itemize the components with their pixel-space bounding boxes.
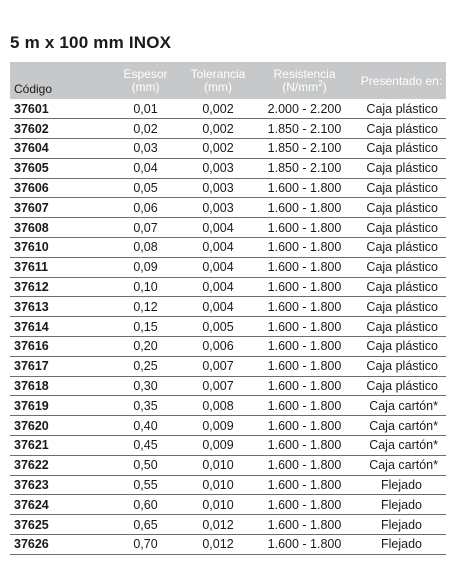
cell-presentado: Flejado [357, 475, 446, 495]
cell-presentado: Caja plástico [357, 317, 446, 337]
header-codigo [10, 62, 107, 99]
header-espesor [107, 62, 184, 99]
cell-codigo: 37622 [10, 455, 107, 475]
spec-table [10, 62, 446, 555]
cell-espesor: 0,10 [107, 277, 184, 297]
table-row [10, 535, 446, 555]
cell-codigo: 37604 [10, 139, 107, 159]
cell-codigo: 37611 [10, 257, 107, 277]
cell-codigo: 37614 [10, 317, 107, 337]
cell-tolerancia: 0,003 [184, 198, 252, 218]
cell-espesor: 0,08 [107, 238, 184, 258]
cell-resistencia: 1.600 - 1.800 [252, 495, 357, 515]
table-header [10, 62, 446, 99]
cell-presentado: Caja plástico [357, 356, 446, 376]
cell-espesor: 0,15 [107, 317, 184, 337]
header-espesor-label: Espesor [123, 67, 168, 81]
table-row [10, 238, 446, 258]
cell-tolerancia: 0,002 [184, 119, 252, 139]
cell-tolerancia: 0,010 [184, 475, 252, 495]
cell-codigo: 37612 [10, 277, 107, 297]
cell-espesor: 0,25 [107, 356, 184, 376]
cell-presentado: Caja plástico [357, 376, 446, 396]
table-row [10, 475, 446, 495]
cell-presentado: Caja plástico [357, 297, 446, 317]
table-row [10, 416, 446, 436]
cell-codigo: 37610 [10, 238, 107, 258]
cell-espesor: 0,35 [107, 396, 184, 416]
cell-tolerancia: 0,004 [184, 277, 252, 297]
cell-espesor: 0,07 [107, 218, 184, 238]
cell-presentado: Caja plástico [357, 257, 446, 277]
cell-codigo: 37602 [10, 119, 107, 139]
cell-espesor: 0,12 [107, 297, 184, 317]
cell-tolerancia: 0,003 [184, 178, 252, 198]
cell-espesor: 0,01 [107, 99, 184, 119]
cell-espesor: 0,60 [107, 495, 184, 515]
cell-tolerancia: 0,009 [184, 416, 252, 436]
table-row [10, 218, 446, 238]
table-row [10, 337, 446, 357]
cell-codigo: 37617 [10, 356, 107, 376]
cell-resistencia: 1.600 - 1.800 [252, 455, 357, 475]
header-presentado-label: Presentado en: [360, 73, 443, 88]
cell-presentado: Flejado [357, 515, 446, 535]
cell-resistencia: 1.600 - 1.800 [252, 198, 357, 218]
table-row [10, 376, 446, 396]
table-row [10, 455, 446, 475]
cell-presentado: Flejado [357, 495, 446, 515]
header-resistencia-label: Resistencia [273, 67, 336, 81]
cell-resistencia: 1.600 - 1.800 [252, 297, 357, 317]
table-row [10, 139, 446, 159]
cell-tolerancia: 0,006 [184, 337, 252, 357]
table-row [10, 356, 446, 376]
cell-codigo: 37618 [10, 376, 107, 396]
cell-presentado: Caja cartón* [357, 396, 446, 416]
cell-espesor: 0,40 [107, 416, 184, 436]
cell-codigo: 37624 [10, 495, 107, 515]
cell-presentado: Caja cartón* [357, 455, 446, 475]
cell-resistencia: 1.600 - 1.800 [252, 178, 357, 198]
cell-presentado: Caja plástico [357, 139, 446, 159]
cell-presentado: Caja plástico [357, 337, 446, 357]
cell-tolerancia: 0,005 [184, 317, 252, 337]
cell-tolerancia: 0,010 [184, 495, 252, 515]
cell-tolerancia: 0,004 [184, 218, 252, 238]
cell-presentado: Caja plástico [357, 238, 446, 258]
table-row [10, 178, 446, 198]
cell-resistencia: 1.600 - 1.800 [252, 356, 357, 376]
cell-presentado: Caja cartón* [357, 436, 446, 456]
cell-presentado: Caja plástico [357, 218, 446, 238]
cell-tolerancia: 0,002 [184, 99, 252, 119]
cell-resistencia: 2.000 - 2.200 [252, 99, 357, 119]
cell-presentado: Caja plástico [357, 198, 446, 218]
cell-espesor: 0,02 [107, 119, 184, 139]
cell-presentado: Caja plástico [357, 119, 446, 139]
cell-tolerancia: 0,007 [184, 376, 252, 396]
cell-codigo: 37626 [10, 535, 107, 555]
cell-codigo: 37606 [10, 178, 107, 198]
cell-espesor: 0,05 [107, 178, 184, 198]
cell-tolerancia: 0,012 [184, 535, 252, 555]
header-resistencia [252, 62, 357, 99]
page-title: 5 m x 100 mm INOX [10, 33, 172, 52]
cell-codigo: 37621 [10, 436, 107, 456]
cell-codigo: 37605 [10, 158, 107, 178]
header-espesor-unit: (mm) [131, 80, 160, 94]
cell-presentado: Flejado [357, 535, 446, 555]
table-row [10, 317, 446, 337]
table-row [10, 158, 446, 178]
cell-resistencia: 1.600 - 1.800 [252, 317, 357, 337]
cell-resistencia: 1.600 - 1.800 [252, 475, 357, 495]
cell-resistencia: 1.600 - 1.800 [252, 257, 357, 277]
header-codigo-label: Código [14, 82, 53, 96]
cell-resistencia: 1.600 - 1.800 [252, 535, 357, 555]
cell-tolerancia: 0,004 [184, 297, 252, 317]
cell-espesor: 0,65 [107, 515, 184, 535]
cell-espesor: 0,09 [107, 257, 184, 277]
cell-espesor: 0,55 [107, 475, 184, 495]
cell-resistencia: 1.600 - 1.800 [252, 337, 357, 357]
table-row [10, 198, 446, 218]
cell-resistencia: 1.600 - 1.800 [252, 396, 357, 416]
header-resistencia-unit-base: (N/mm [282, 80, 319, 94]
header-resistencia-unit-sup: 2 [318, 79, 323, 88]
table-row [10, 119, 446, 139]
table-row [10, 297, 446, 317]
cell-espesor: 0,20 [107, 337, 184, 357]
cell-espesor: 0,50 [107, 455, 184, 475]
cell-resistencia: 1.600 - 1.800 [252, 416, 357, 436]
cell-codigo: 37620 [10, 416, 107, 436]
cell-espesor: 0,70 [107, 535, 184, 555]
table-row [10, 99, 446, 119]
cell-tolerancia: 0,010 [184, 455, 252, 475]
cell-codigo: 37616 [10, 337, 107, 357]
cell-resistencia: 1.850 - 2.100 [252, 158, 357, 178]
header-tolerancia [184, 62, 252, 99]
cell-tolerancia: 0,007 [184, 356, 252, 376]
cell-codigo: 37608 [10, 218, 107, 238]
cell-presentado: Caja plástico [357, 99, 446, 119]
header-resistencia-unit-close: ) [322, 80, 327, 94]
table-row [10, 495, 446, 515]
cell-espesor: 0,06 [107, 198, 184, 218]
cell-codigo: 37625 [10, 515, 107, 535]
table-body [10, 99, 446, 554]
cell-espesor: 0,45 [107, 436, 184, 456]
cell-resistencia: 1.600 - 1.800 [252, 515, 357, 535]
cell-resistencia: 1.850 - 2.100 [252, 139, 357, 159]
cell-codigo: 37607 [10, 198, 107, 218]
cell-presentado: Caja plástico [357, 158, 446, 178]
cell-resistencia: 1.600 - 1.800 [252, 218, 357, 238]
cell-resistencia: 1.600 - 1.800 [252, 238, 357, 258]
cell-tolerancia: 0,009 [184, 436, 252, 456]
header-tolerancia-label: Tolerancia [190, 67, 246, 81]
cell-tolerancia: 0,004 [184, 238, 252, 258]
cell-tolerancia: 0,004 [184, 257, 252, 277]
table-row [10, 396, 446, 416]
cell-codigo: 37619 [10, 396, 107, 416]
table-row [10, 257, 446, 277]
cell-tolerancia: 0,002 [184, 139, 252, 159]
header-resistencia-unit [252, 81, 357, 93]
cell-resistencia: 1.600 - 1.800 [252, 436, 357, 456]
header-presentado [357, 62, 446, 99]
cell-tolerancia: 0,012 [184, 515, 252, 535]
table-row [10, 515, 446, 535]
cell-presentado: Caja cartón* [357, 416, 446, 436]
cell-tolerancia: 0,008 [184, 396, 252, 416]
cell-resistencia: 1.600 - 1.800 [252, 376, 357, 396]
header-tolerancia-unit: (mm) [204, 80, 232, 94]
cell-resistencia: 1.850 - 2.100 [252, 119, 357, 139]
cell-espesor: 0,03 [107, 139, 184, 159]
cell-espesor: 0,30 [107, 376, 184, 396]
table-row [10, 277, 446, 297]
cell-espesor: 0,04 [107, 158, 184, 178]
cell-codigo: 37613 [10, 297, 107, 317]
cell-presentado: Caja plástico [357, 277, 446, 297]
cell-codigo: 37623 [10, 475, 107, 495]
table-row [10, 436, 446, 456]
table-header-row [10, 62, 446, 99]
cell-resistencia: 1.600 - 1.800 [252, 277, 357, 297]
cell-tolerancia: 0,003 [184, 158, 252, 178]
cell-presentado: Caja plástico [357, 178, 446, 198]
cell-codigo: 37601 [10, 99, 107, 119]
